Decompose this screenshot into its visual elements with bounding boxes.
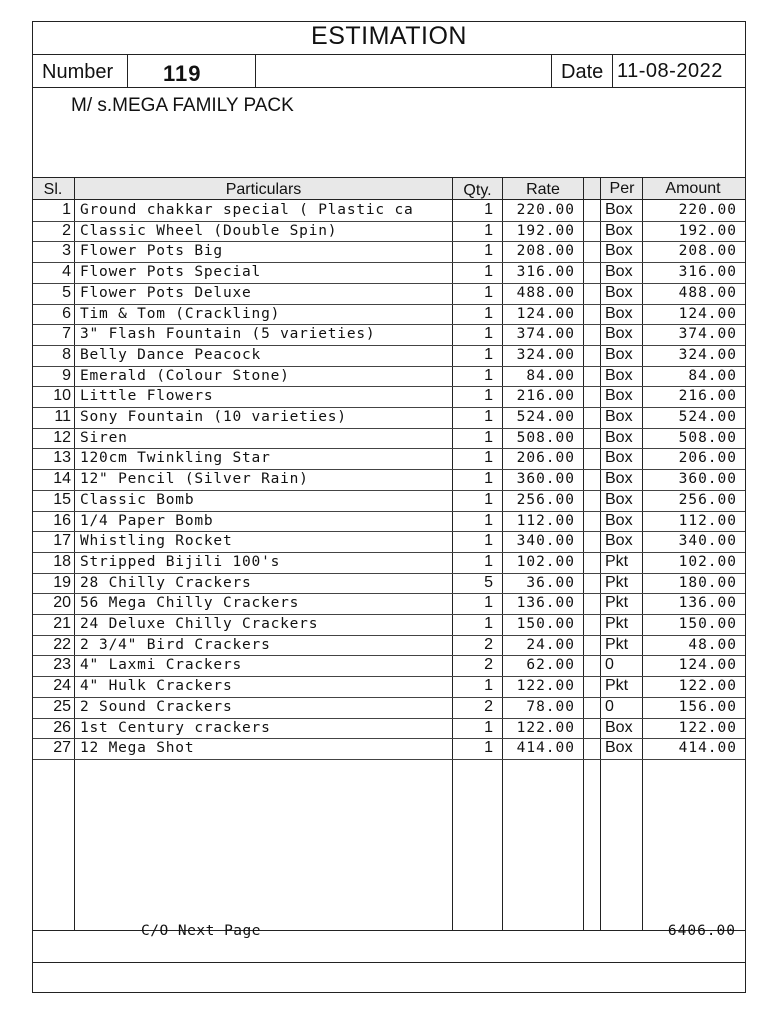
item-qty: 1: [484, 345, 493, 363]
table-row: [33, 407, 745, 427]
item-per: Box: [605, 242, 633, 260]
item-amount: 324.00: [678, 346, 737, 363]
item-amount: 112.00: [678, 512, 737, 529]
item-per: Box: [605, 201, 633, 218]
item-amount: 340.00: [678, 533, 737, 550]
footer-divider: [32, 930, 746, 931]
item-rate: 488.00: [516, 284, 575, 301]
estimate-number: 119: [163, 61, 202, 86]
item-particulars: Flower Pots Special: [80, 264, 262, 281]
item-qty: 2: [484, 635, 493, 653]
item-particulars: 12" Pencil (Silver Rain): [80, 471, 309, 488]
table-row: [33, 469, 745, 489]
table-row: [33, 428, 745, 448]
item-particulars: 4" Laxmi Crackers: [80, 657, 243, 674]
header-rate: Rate: [526, 181, 560, 198]
table-row: [33, 283, 745, 303]
item-sl: 6: [62, 304, 71, 322]
item-qty: 2: [484, 697, 493, 715]
item-per: Box: [605, 366, 633, 384]
item-qty: 1: [484, 490, 493, 508]
item-sl: 3: [62, 242, 71, 260]
item-rate: 360.00: [516, 471, 575, 488]
table-row: [33, 676, 745, 696]
item-sl: 24: [53, 677, 71, 695]
item-per: Box: [605, 718, 633, 736]
item-amount: 102.00: [678, 553, 737, 570]
item-sl: 10: [53, 387, 71, 405]
item-per: Pkt: [605, 615, 629, 632]
item-rate: 324.00: [516, 346, 575, 363]
item-particulars: Flower Pots Deluxe: [80, 284, 252, 301]
item-amount: 524.00: [678, 409, 737, 425]
table-row: [33, 386, 745, 406]
item-amount: 488.00: [678, 284, 737, 301]
item-sl: 1: [62, 201, 71, 218]
table-row: [33, 531, 745, 551]
item-per: Pkt: [605, 552, 629, 570]
item-amount: 180.00: [678, 574, 737, 591]
item-rate: 256.00: [516, 491, 575, 508]
item-per: Box: [605, 283, 633, 301]
item-qty: 1: [484, 739, 493, 757]
item-per: Box: [605, 408, 633, 425]
item-particulars: 28 Chilly Crackers: [80, 574, 252, 591]
item-qty: 1: [484, 366, 493, 384]
carry-over-label: C/O Next Page: [141, 923, 261, 939]
item-qty: 1: [484, 718, 493, 736]
item-per: Box: [605, 325, 633, 343]
item-per: Box: [605, 221, 633, 239]
header-per: Per: [609, 180, 635, 197]
item-sl: 26: [53, 718, 71, 736]
date-value: 11-08-2022: [617, 60, 723, 82]
item-per: Pkt: [605, 677, 629, 695]
item-amount: 156.00: [678, 698, 737, 715]
table-row: [33, 697, 745, 717]
title-divider: [32, 54, 746, 55]
item-rate: 216.00: [516, 388, 575, 405]
item-rate: 122.00: [516, 719, 575, 736]
item-per: Box: [605, 511, 633, 529]
item-particulars: 24 Deluxe Chilly Crackers: [80, 616, 319, 632]
header-particulars: Particulars: [225, 181, 302, 198]
item-qty: 1: [484, 594, 493, 612]
item-qty: 1: [484, 304, 493, 322]
item-particulars: Belly Dance Peacock: [80, 346, 262, 363]
item-qty: 1: [484, 615, 493, 632]
item-rate: 316.00: [516, 264, 575, 281]
item-rate: 374.00: [516, 326, 575, 343]
header-divider: [32, 87, 746, 88]
item-qty: 1: [484, 201, 493, 218]
item-particulars: 120cm Twinkling Star: [80, 450, 271, 467]
item-particulars: 2 Sound Crackers: [80, 698, 233, 715]
item-amount: 48.00: [688, 636, 737, 653]
item-sl: 14: [53, 470, 71, 488]
table-row: [33, 635, 745, 655]
item-sl: 22: [53, 635, 71, 653]
item-sl: 17: [53, 532, 71, 550]
item-rate: 220.00: [516, 202, 575, 218]
item-particulars: Flower Pots Big: [80, 243, 223, 260]
table-row: [33, 614, 745, 634]
table-row: [33, 241, 745, 261]
item-amount: 414.00: [678, 740, 737, 757]
item-per: Box: [605, 449, 633, 467]
item-per: Box: [605, 428, 633, 446]
item-sl: 25: [53, 697, 71, 715]
item-amount: 124.00: [678, 305, 737, 322]
item-rate: 84.00: [526, 367, 575, 384]
item-rate: 206.00: [516, 450, 575, 467]
table-row: [33, 304, 745, 324]
item-amount: 360.00: [678, 471, 737, 488]
item-per: 0: [605, 656, 614, 674]
item-rate: 208.00: [516, 243, 575, 260]
item-qty: 1: [484, 283, 493, 301]
item-amount: 316.00: [678, 264, 737, 281]
item-sl: 27: [53, 739, 71, 757]
item-rate: 524.00: [516, 409, 575, 425]
table-row: [33, 324, 745, 344]
item-amount: 122.00: [678, 719, 737, 736]
item-amount: 216.00: [678, 388, 737, 405]
table-row: [33, 200, 745, 220]
item-particulars: Siren: [80, 429, 128, 446]
item-sl: 7: [62, 325, 71, 343]
item-amount: 206.00: [678, 450, 737, 467]
item-per: Box: [605, 532, 633, 550]
item-particulars: 4" Hulk Crackers: [80, 678, 233, 695]
header-amount: Amount: [665, 180, 721, 197]
row-divider: [33, 759, 745, 760]
item-particulars: Emerald (Colour Stone): [80, 367, 290, 384]
item-rate: 102.00: [516, 553, 575, 570]
item-rate: 192.00: [516, 222, 575, 239]
table-row: [33, 366, 745, 386]
item-per: 0: [605, 697, 614, 715]
item-amount: 84.00: [688, 367, 737, 384]
number-divider-1: [127, 55, 128, 87]
item-particulars: Classic Bomb: [80, 491, 195, 508]
item-particulars: Classic Wheel (Double Spin): [80, 222, 338, 239]
item-qty: 1: [484, 428, 493, 446]
item-particulars: Stripped Bijili 100's: [80, 553, 281, 570]
item-sl: 9: [62, 366, 71, 384]
item-amount: 256.00: [678, 491, 737, 508]
table-row: [33, 490, 745, 510]
item-amount: 124.00: [678, 657, 737, 674]
number-label: Number: [42, 61, 114, 83]
date-divider-1: [551, 55, 552, 87]
item-per: Box: [605, 345, 633, 363]
item-qty: 1: [484, 677, 493, 695]
carry-over-amount: 6406.00: [667, 923, 736, 939]
item-amount: 374.00: [678, 326, 737, 343]
item-particulars: 1/4 Paper Bomb: [80, 512, 214, 529]
item-rate: 24.00: [526, 636, 575, 653]
customer-name: M/ s.MEGA FAMILY PACK: [71, 95, 294, 116]
item-qty: 1: [484, 263, 493, 281]
item-rate: 78.00: [526, 698, 575, 715]
item-particulars: 2 3/4" Bird Crackers: [80, 636, 271, 653]
item-rate: 112.00: [516, 512, 575, 529]
item-particulars: Sony Fountain (10 varieties): [80, 409, 347, 425]
item-particulars: 56 Mega Chilly Crackers: [80, 595, 300, 612]
item-qty: 2: [484, 656, 493, 674]
header-sl: Sl.: [43, 181, 63, 198]
item-sl: 5: [62, 283, 71, 301]
item-rate: 122.00: [516, 678, 575, 695]
item-per: Pkt: [605, 594, 629, 612]
item-amount: 150.00: [678, 616, 737, 632]
number-divider-2: [255, 55, 256, 87]
header-qty: Qty.: [463, 182, 492, 199]
item-per: Box: [605, 470, 633, 488]
item-per: Box: [605, 387, 633, 405]
item-amount: 192.00: [678, 222, 737, 239]
item-sl: 16: [53, 511, 71, 529]
table-row: [33, 593, 745, 613]
item-sl: 15: [53, 490, 71, 508]
item-particulars: Little Flowers: [80, 388, 214, 405]
item-per: Box: [605, 263, 633, 281]
item-amount: 508.00: [678, 429, 737, 446]
item-particulars: Whistling Rocket: [80, 533, 233, 550]
item-per: Box: [605, 490, 633, 508]
item-amount: 208.00: [678, 243, 737, 260]
footer-bottom-divider: [32, 962, 746, 963]
item-qty: 5: [484, 573, 493, 591]
table-row: [33, 573, 745, 593]
item-per: Pkt: [605, 635, 629, 653]
table-row: [33, 262, 745, 282]
item-rate: 124.00: [516, 305, 575, 322]
item-amount: 122.00: [678, 678, 737, 695]
item-rate: 508.00: [516, 429, 575, 446]
item-per: Box: [605, 304, 633, 322]
item-sl: 23: [53, 656, 71, 674]
item-rate: 340.00: [516, 533, 575, 550]
item-qty: 1: [484, 470, 493, 488]
document-title: ESTIMATION: [311, 22, 467, 50]
item-sl: 2: [62, 221, 71, 239]
item-qty: 1: [484, 408, 493, 425]
item-amount: 220.00: [678, 202, 737, 218]
item-rate: 136.00: [516, 595, 575, 612]
item-rate: 414.00: [516, 740, 575, 757]
item-qty: 1: [484, 532, 493, 550]
item-rate: 150.00: [516, 616, 575, 632]
item-sl: 8: [62, 345, 71, 363]
table-row: [33, 345, 745, 365]
item-particulars: 3" Flash Fountain (5 varieties): [80, 326, 376, 343]
item-sl: 18: [53, 552, 71, 570]
table-row: [33, 511, 745, 531]
item-qty: 1: [484, 449, 493, 467]
table-row: [33, 655, 745, 675]
date-divider-2: [612, 55, 613, 87]
item-sl: 13: [53, 449, 71, 467]
table-row: [33, 448, 745, 468]
item-particulars: Ground chakkar special ( Plastic ca: [80, 202, 414, 218]
item-qty: 1: [484, 325, 493, 343]
item-rate: 36.00: [526, 574, 575, 591]
table-row: [33, 221, 745, 241]
date-label: Date: [561, 61, 604, 83]
item-qty: 1: [484, 242, 493, 260]
item-particulars: 12 Mega Shot: [80, 740, 195, 757]
item-sl: 12: [53, 428, 71, 446]
item-sl: 21: [53, 615, 71, 632]
table-row: [33, 738, 745, 758]
item-sl: 19: [53, 573, 71, 591]
item-sl: 11: [54, 408, 71, 425]
item-qty: 1: [484, 511, 493, 529]
item-sl: 20: [53, 594, 71, 612]
item-amount: 136.00: [678, 595, 737, 612]
table-row: [33, 718, 745, 738]
table-row: [33, 552, 745, 572]
item-particulars: Tim & Tom (Crackling): [80, 305, 281, 322]
item-particulars: 1st Century crackers: [80, 719, 271, 736]
item-sl: 4: [62, 263, 71, 281]
item-qty: 1: [484, 552, 493, 570]
item-rate: 62.00: [526, 657, 575, 674]
item-per: Pkt: [605, 573, 629, 591]
item-qty: 1: [484, 387, 493, 405]
item-qty: 1: [484, 221, 493, 239]
item-per: Box: [605, 739, 633, 757]
